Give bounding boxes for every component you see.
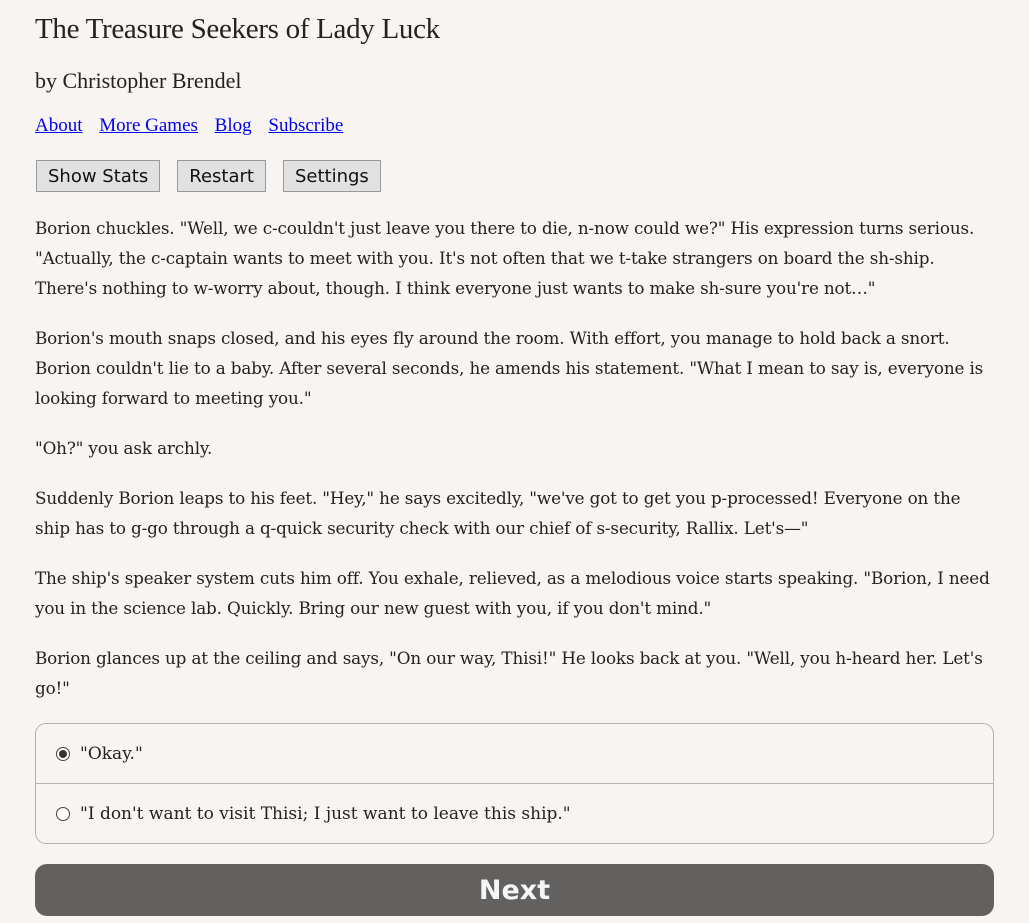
story-paragraph: Borion's mouth snaps closed, and his eyes fly around the room. With effort, you manage to hold back a snort. Borion couldn't lie to a baby. After several seconds, he amends his statement. "What I mean to say is, everyone is looking forward to meeting you.": [35, 328, 984, 408]
about-link[interactable]: About: [35, 115, 83, 136]
game-title: The Treasure Seekers of Lady Luck: [35, 13, 440, 45]
story-paragraph: Borion glances up at the ceiling and says, "On our way, Thisi!" He looks back at you. "Well, you h-heard her. Let's go!": [35, 648, 983, 698]
story-paragraph: The ship's speaker system cuts him off. You exhale, relieved, as a melodious voice starts speaking. "Borion, I need you in the science lab. Quickly. Bring our new guest with you, if you don't mind.": [35, 568, 990, 618]
radio-unselected-icon[interactable]: [56, 807, 70, 821]
subscribe-link[interactable]: Subscribe: [268, 115, 344, 136]
story-text: [35, 213, 994, 723]
choice-option-leave-ship[interactable]: [36, 783, 993, 843]
story-paragraph: "Oh?" you ask archly.: [35, 438, 213, 458]
blog-link[interactable]: Blog: [214, 115, 252, 136]
nav-links: [35, 115, 355, 137]
show-stats-button[interactable]: Show Stats: [36, 160, 160, 192]
choice-list: [35, 723, 994, 844]
story-paragraph: Borion chuckles. "Well, we c-couldn't just leave you there to die, n-now could we?" His expression turns serious. "Actually, the c-captain wants to meet with you. It's not often that we t-take strangers on board the sh-ship. There's nothing to w-worry about, though. I think everyone just wants to make sh-sure you're not…": [35, 218, 975, 298]
settings-button[interactable]: Settings: [283, 160, 381, 192]
story-paragraph: Suddenly Borion leaps to his feet. "Hey," he says excitedly, "we've got to get you p-processed! Everyone on the ship has to g-go through a q-quick security check with our chief of s-security, Rallix. Let's—": [35, 488, 961, 538]
next-button[interactable]: Next: [35, 864, 994, 916]
choice-label: "Okay.": [80, 743, 143, 764]
choice-option-okay[interactable]: [36, 724, 993, 783]
more-games-link[interactable]: More Games: [99, 115, 198, 136]
restart-button[interactable]: Restart: [177, 160, 266, 192]
toolbar: [36, 160, 381, 192]
author-byline: by Christopher Brendel: [35, 68, 242, 93]
choice-label: "I don't want to visit Thisi; I just want to leave this ship.": [80, 803, 571, 824]
radio-selected-icon[interactable]: [56, 747, 70, 761]
